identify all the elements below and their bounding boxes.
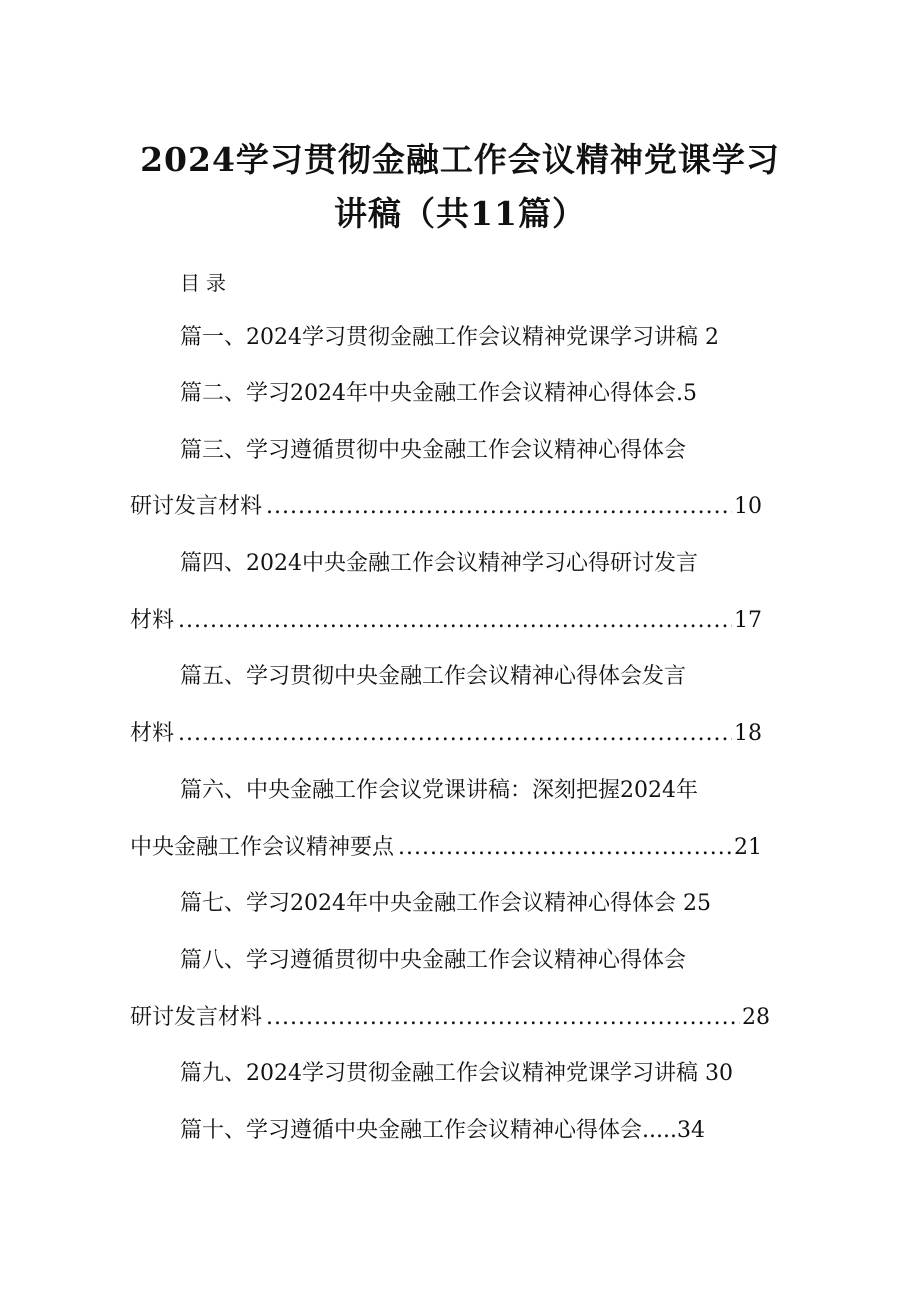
- toc-entry-6-cont-text: 中央金融工作会议精神要点: [130, 835, 395, 860]
- toc-entry-3: 篇三、学习遵循贯彻中央金融工作会议精神心得体会: [180, 438, 687, 463]
- dot-leader: [178, 605, 732, 637]
- toc-entry-6-continuation: [130, 832, 762, 864]
- toc-entry-6-page: 21: [734, 835, 762, 860]
- toc-entry-6: 篇六、中央金融工作会议党课讲稿：深刻把握2024年: [180, 778, 698, 803]
- toc-entry-8-cont-text: 研讨发言材料: [130, 1005, 263, 1030]
- toc-entry-8-page: 28: [742, 1005, 770, 1030]
- toc-entry-4: 篇四、2024中央金融工作会议精神学习心得研讨发言: [180, 551, 698, 576]
- document-title-line-2: 讲稿（共11篇）: [334, 194, 586, 233]
- toc-entry-7: 篇七、学习2024年中央金融工作会议精神心得体会 25: [180, 891, 711, 916]
- toc-entry-3-page: 10: [734, 494, 762, 519]
- dot-leader: [266, 1002, 740, 1034]
- toc-entry-3-cont-text: 研讨发言材料: [130, 494, 263, 519]
- toc-heading: 目录: [180, 271, 232, 295]
- toc-entry-1: 篇一、2024学习贯彻金融工作会议精神党课学习讲稿 2: [180, 325, 719, 350]
- toc-entry-5-page: 18: [734, 721, 762, 746]
- toc-entry-4-cont-text: 材料: [130, 608, 175, 633]
- toc-entry-8-continuation: [130, 1002, 770, 1034]
- toc-entry-5-continuation: [130, 718, 762, 750]
- dot-leader: [178, 718, 732, 750]
- toc-entry-5: 篇五、学习贯彻中央金融工作会议精神心得体会发言: [180, 664, 687, 689]
- toc-entry-3-continuation: [130, 491, 762, 523]
- document-title-line-1: 2024学习贯彻金融工作会议精神党课学习: [140, 140, 780, 179]
- toc-entry-5-cont-text: 材料: [130, 721, 175, 746]
- toc-entry-9: 篇九、2024学习贯彻金融工作会议精神党课学习讲稿 30: [180, 1061, 733, 1086]
- dot-leader: [266, 491, 732, 523]
- dot-leader: [398, 832, 732, 864]
- toc-entry-4-continuation: [130, 605, 762, 637]
- toc-entry-2: 篇二、学习2024年中央金融工作会议精神心得体会.5: [180, 381, 697, 406]
- toc-entry-8: 篇八、学习遵循贯彻中央金融工作会议精神心得体会: [180, 948, 687, 973]
- toc-entry-10: 篇十、学习遵循中央金融工作会议精神心得体会.....34: [180, 1118, 705, 1143]
- toc-entry-4-page: 17: [734, 608, 762, 633]
